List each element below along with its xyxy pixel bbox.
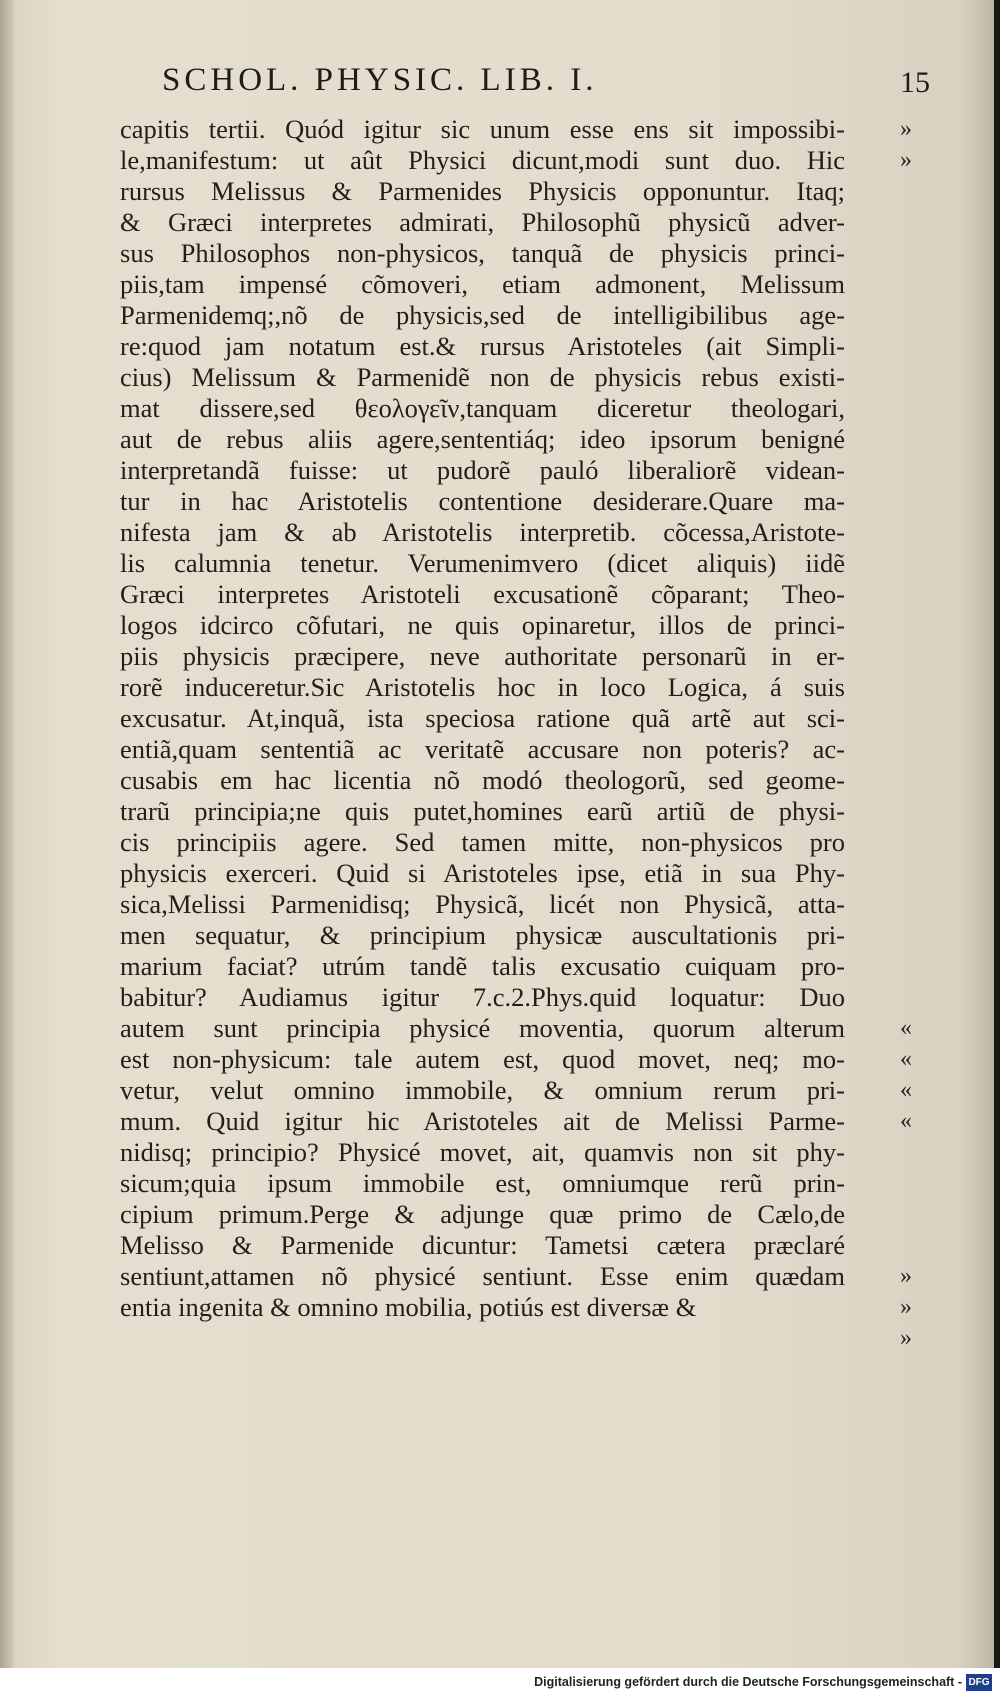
margin-quote-mark: » bbox=[900, 147, 912, 173]
text-line: aut de rebus aliis agere,sententiáq; ideo ipsorum benigné bbox=[120, 424, 845, 454]
text-line: Parmenidemq;,nõ de physicis,sed de intelligibilibus age- bbox=[120, 300, 845, 330]
text-line: logos idcirco cõfutari, ne quis opinaretur, illos de princi- bbox=[120, 610, 845, 640]
funding-credit: Digitalisierung gefördert durch die Deutsche Forschungsgemeinschaft - bbox=[534, 1675, 962, 1689]
text-line: cipium primum.Perge & adjunge quæ primo de Cælo,de bbox=[120, 1199, 845, 1229]
text-line: cius) Melissum & Parmenidẽ non de physicis rebus existi- bbox=[120, 362, 845, 392]
text-line: vetur, velut omnino immobile, & omnium rerum pri- bbox=[120, 1075, 845, 1105]
text-line: capitis tertii. Quód igitur sic unum esse ens sit impossibi- bbox=[120, 114, 845, 144]
text-line: excusatur. At,inquã, ista speciosa ratione quã artẽ aut sci- bbox=[120, 703, 845, 733]
page-gutter-shadow bbox=[0, 0, 14, 1668]
margin-quote-mark: « bbox=[900, 1046, 912, 1072]
text-line: tur in hac Aristotelis contentione desiderare.Quare ma- bbox=[120, 486, 845, 516]
text-line: cusabis em hac licentia nõ modó theologorũ, sed geome- bbox=[120, 765, 845, 795]
text-line: nifesta jam & ab Aristotelis interpretib. cõcessa,Aristote- bbox=[120, 517, 845, 547]
text-line: & Græci interpretes admirati, Philosophũ physicũ adver- bbox=[120, 207, 845, 237]
text-line: trarũ principia;ne quis putet,homines earũ artiũ de physi- bbox=[120, 796, 845, 826]
page-right-edge bbox=[994, 0, 1000, 1668]
dfg-logo: DFG bbox=[966, 1674, 992, 1691]
text-line: babitur? Audiamus igitur 7.c.2.Phys.quid loquatur: Duo bbox=[120, 982, 845, 1012]
margin-quote-mark: » bbox=[900, 1325, 912, 1351]
text-line: rorẽ induceretur.Sic Aristotelis hoc in loco Logica, á suis bbox=[120, 672, 845, 702]
text-line: piis physicis præcipere, neve authoritate personarũ in er- bbox=[120, 641, 845, 671]
text-line: piis,tam impensé cõmoveri, etiam admonent, Melissum bbox=[120, 269, 845, 299]
margin-quote-mark: « bbox=[900, 1015, 912, 1041]
text-line: physicis exerceri. Quid si Aristoteles ipse, etiã in sua Phy- bbox=[120, 858, 845, 888]
text-line: men sequatur, & principium physicæ auscultationis pri- bbox=[120, 920, 845, 950]
text-line: nidisq; principio? Physicé movet, ait, quamvis non sit phy- bbox=[120, 1137, 845, 1167]
text-line: sicum;quia ipsum immobile est, omniumque rerũ prin- bbox=[120, 1168, 845, 1198]
text-line: Græci interpretes Aristoteli excusationẽ cõparant; Theo- bbox=[120, 579, 845, 609]
text-line: sica,Melissi Parmenidisq; Physicã, licét non Physicã, atta- bbox=[120, 889, 845, 919]
text-line: lis calumnia tenetur. Verumenimvero (dicet aliquis) iidẽ bbox=[120, 548, 845, 578]
text-line: entia ingenita & omnino mobilia, potiús est diversæ & bbox=[120, 1292, 697, 1322]
text-line: est non-physicum: tale autem est, quod movet, neq; mo- bbox=[120, 1044, 845, 1074]
margin-quote-mark: « bbox=[900, 1108, 912, 1134]
text-line: autem sunt principia physicé moventia, quorum alterum bbox=[120, 1013, 845, 1043]
text-line: re:quod jam notatum est.& rursus Aristoteles (ait Simpli- bbox=[120, 331, 845, 361]
text-line: mat dissere,sed θεολογεῖν,tanquam diceretur theologari, bbox=[120, 393, 845, 423]
text-line: sentiunt,attamen nõ physicé sentiunt. Esse enim quædam bbox=[120, 1261, 845, 1291]
margin-quote-mark: « bbox=[900, 1077, 912, 1103]
margin-quote-mark: » bbox=[900, 1263, 912, 1289]
page-number: 15 bbox=[900, 66, 930, 99]
text-line: le,manifestum: ut aût Physici dicunt,modi sunt duo. Hic bbox=[120, 145, 845, 175]
text-line: sus Philosophos non-physicos, tanquã de physicis princi- bbox=[120, 238, 845, 268]
margin-quote-mark: » bbox=[900, 116, 912, 142]
body-text bbox=[120, 114, 845, 1323]
text-line: marium faciat? utrúm tandẽ talis excusatio cuiquam pro- bbox=[120, 951, 845, 981]
running-head: SCHOL. PHYSIC. LIB. I. bbox=[162, 62, 598, 98]
text-line: rursus Melissus & Parmenides Physicis opponuntur. Itaq; bbox=[120, 176, 845, 206]
text-line: cis principiis agere. Sed tamen mitte, non-physicos pro bbox=[120, 827, 845, 857]
digitization-footer bbox=[0, 1668, 1000, 1699]
text-line: interpretandã fuisse: ut pudorẽ pauló liberaliorẽ videan- bbox=[120, 455, 845, 485]
text-line: mum. Quid igitur hic Aristoteles ait de Melissi Parme- bbox=[120, 1106, 845, 1136]
margin-quote-mark: » bbox=[900, 1294, 912, 1320]
text-line: Melisso & Parmenide dicuntur: Tametsi cætera præclaré bbox=[120, 1230, 845, 1260]
text-line: entiã,quam sententiã ac veritatẽ accusare non poteris? ac- bbox=[120, 734, 845, 764]
